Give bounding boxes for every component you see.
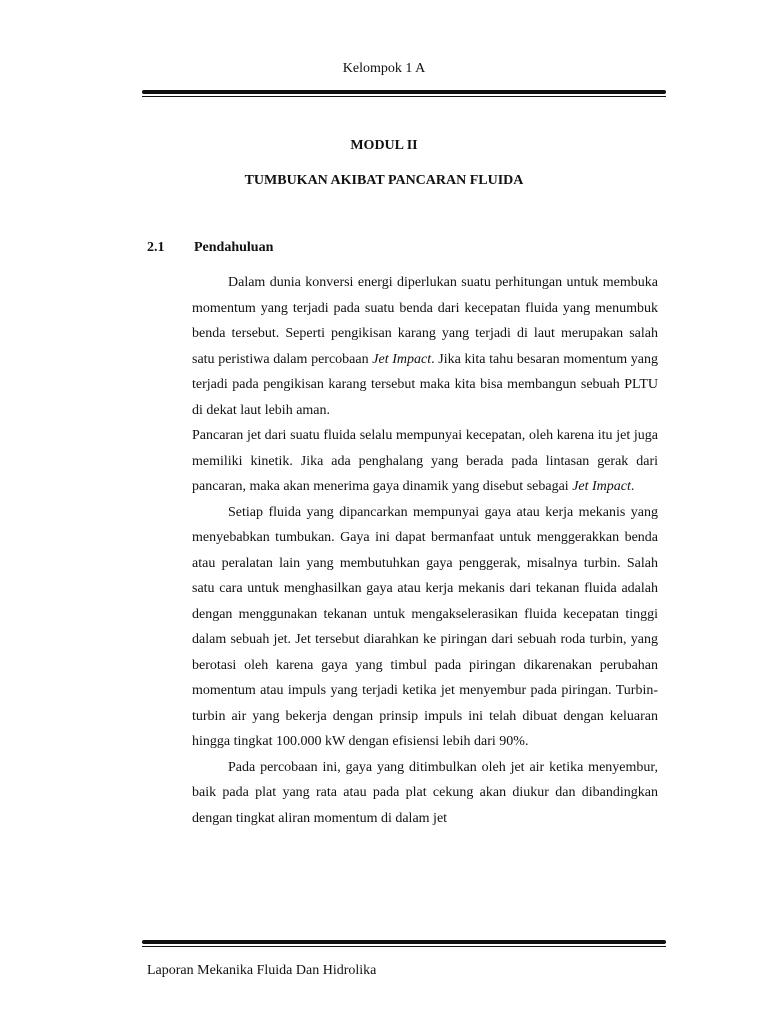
paragraph-4: Pada percobaan ini, gaya yang ditimbulkan oleh jet air ketika menyembur, baik pada plat yang rata atau pada plat cekung akan diukur dan dibandingkan dengan tingkat aliran momentum di dalam jet	[192, 759, 658, 826]
header-divider-thick-line	[142, 90, 666, 94]
footer-divider	[142, 940, 666, 947]
footer-divider-thick-line	[142, 940, 666, 944]
paragraph-1-text-a: Dalam dunia konversi energi diperlukan suatu perhitungan untuk membuka momentum yang terjadi pada suatu benda dari kecepatan fluida yang menumbuk benda tersebut. Seperti pengikisan karang yang terjadi di laut merupakan salah satu peristiwa dalam percobaan	[192, 275, 658, 367]
header-divider-thin-line	[142, 96, 666, 97]
paragraph-1-text-b: . Jika kita tahu besaran momentum yang terjadi pada pengikisan karang tersebut maka kita bisa membangun sebuah PLTU di dekat laut lebih aman.	[192, 351, 659, 418]
module-title: MODUL II	[350, 138, 418, 153]
module-subtitle: TUMBUKAN AKIBAT PANCARAN FLUIDA	[244, 173, 524, 188]
page-header: Kelompok 1 A	[342, 61, 426, 76]
paragraph-3: Setiap fluida yang dipancarkan mempunyai gaya atau kerja mekanis yang menyebabkan tumbukan. Gaya ini dapat bermanfaat untuk menggerakkan benda atau peralatan lain yang membutuhkan gaya penggerak, misalnya turbin. Salah satu cara untuk menghasilkan gaya atau kerja mekanis dari tekanan fluida adalah dengan menggunakan tekanan untuk mengakselerasikan fluida kecepatan tinggi dalam sebuah jet. Jet tersebut diarahkan ke piringan dari sebuah roda turbin, yang berotasi oleh karena gaya yang timbul pada piringan dikarenakan perubahan momentum atau impuls yang terjadi ketika jet menyembur pada piringan. Turbin-turbin air yang bekerja dengan prinsip impuls ini telah dibuat dengan keluaran hingga tingkat 100.000 kW dengan efisiensi lebih dari 90%.	[192, 504, 658, 749]
header-divider	[142, 90, 666, 97]
paragraph-2	[192, 423, 658, 500]
paragraph-1	[192, 270, 658, 423]
paragraph-2-text-a: Pancaran jet dari suatu fluida selalu mempunyai kecepatan, oleh karena itu jet juga memiliki kinetik. Jika ada penghalang yang berada pada lintasan gerak dari pancaran, maka akan menerima gaya dinamik yang disebut sebagai	[192, 428, 658, 494]
page-footer: Laporan Mekanika Fluida Dan Hidrolika	[147, 963, 377, 978]
paragraph-2-text-b: .	[630, 479, 635, 494]
body-text	[192, 270, 658, 831]
footer-divider-thin-line	[142, 946, 666, 947]
paragraph-1-italic-term: Jet Impact	[372, 351, 432, 367]
paragraph-2-italic-term: Jet Impact	[572, 479, 631, 494]
section-title: Pendahuluan	[194, 240, 274, 255]
section-number: 2.1	[147, 240, 165, 255]
